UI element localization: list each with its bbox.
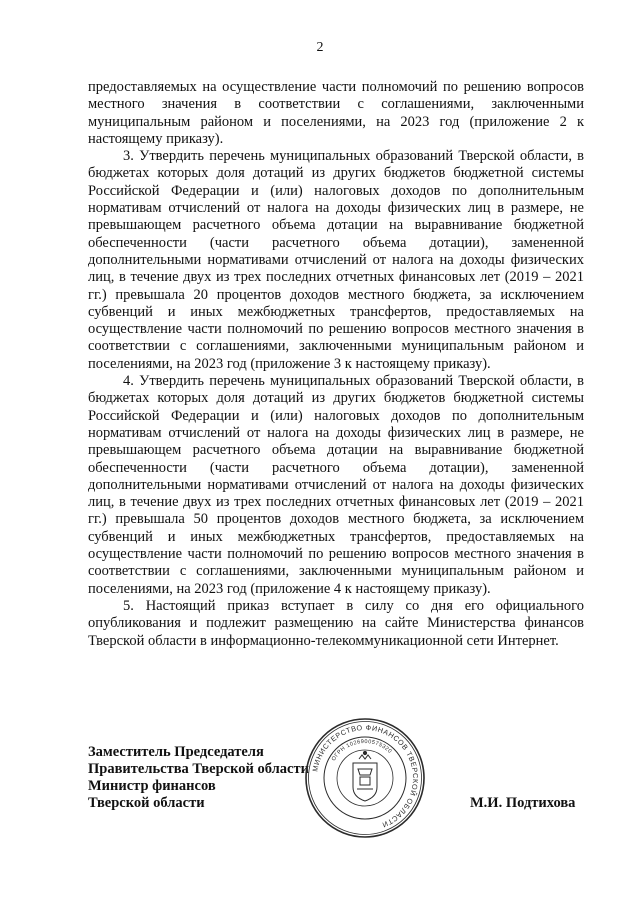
coat-of-arms-icon (353, 751, 377, 801)
signer-position-line-1: Заместитель Председателя (88, 744, 264, 760)
document-body (88, 79, 584, 650)
signature-block (88, 744, 328, 812)
signer-name: М.И. Подтихова (470, 795, 576, 811)
signer-position-line-3: Министр финансов (88, 778, 216, 794)
seal-outer-text: МИНИСТЕРСТВО ФИНАНСОВ ТВЕРСКОЙ ОБЛАСТИ (310, 722, 421, 830)
signer-position-line-4: Тверской области (88, 795, 205, 811)
page-number: 2 (316, 40, 324, 55)
svg-text:МИНИСТЕРСТВО ФИНАНСОВ ТВЕРСКОЙ (310, 723, 420, 830)
official-seal-stamp (304, 717, 426, 839)
paragraph-item-4: 4. Утвердить перечень муниципальных образований Тверской области, в бюджетах которых доля дотаций из других бюджетов бюджетной системы Российской Федерации и (или) налоговых доходов по дополнительным нормативам отчислений от налога на доходы физических лиц в размере, не превышающем расчетного объема дотации на выравнивание бюджетной обеспеченности (части расчетного объема дотации), замененной дополнительными нормативами отчислений от налога на доходы физических лиц, в течение двух из трех последних отчетных финансовых лет (2019 – 2021 гг.) превышала 50 процентов доходов местного бюджета, за исключением субвенций и иных межбюджетных трансфертов, предоставляемых на осуществление части полномочий по решению вопросов местного значения в соответствии с соглашениями, заключенными муниципальным районом и поселениями, на 2023 год (приложение 4 к настоящему приказу). (88, 373, 584, 597)
signer-position-line-2: Правительства Тверской области (88, 761, 309, 777)
seal-inner-text: ОГРН 1026900575320 (330, 738, 393, 763)
paragraph-item-3: 3. Утвердить перечень муниципальных образований Тверской области, в бюджетах которых доля дотаций из других бюджетов бюджетной системы Российской Федерации и (или) налоговых доходов по дополнительным нормативам отчислений от налога на доходы физических лиц в размере, не превышающем расчетного объема дотации на выравнивание бюджетной обеспеченности (части расчетного объема дотации), замененной дополнительными нормативами отчислений от налога на доходы физических лиц, в течение двух из трех последних отчетных финансовых лет (2019 – 2021 гг.) превышала 20 процентов доходов местного бюджета, за исключением субвенций и иных межбюджетных трансфертов, предоставляемых на осуществление части полномочий по решению вопросов местного значения в соответствии с соглашениями, заключенными муниципальным районом и поселениями, на 2023 год (приложение 3 к настоящему приказу). (88, 148, 584, 372)
paragraph-item-5: 5. Настоящий приказ вступает в силу со дня его официального опубликования и подлежит размещению на сайте Министерства финансов Тверской области в информационно-телекоммуникационной сети Интернет. (88, 597, 584, 649)
paragraph-continuation: предоставляемых на осуществление части полномочий по решению вопросов местного значения в соответствии с соглашениями, заключенными муниципальным районом и поселениями, на 2023 год (приложение 2 к настоящему приказу). (88, 79, 584, 147)
